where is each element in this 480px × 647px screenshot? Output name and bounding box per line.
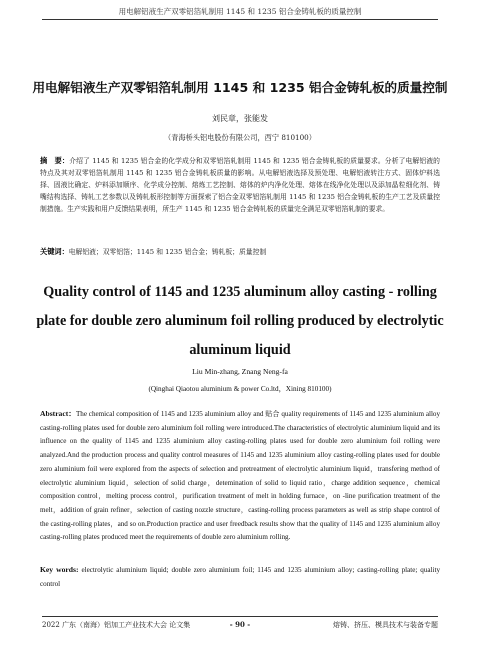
header-rule	[42, 19, 438, 20]
english-affiliation: (Qinghai Qiaotou aluminium & power Co.ltd，Xining 810100)	[148, 385, 332, 393]
chinese-abstract-text: 介绍了 1145 和 1235 铝合金的化学成分和双零铝箔轧制用 1145 和 1235 铝合金铸轧板的质量要求。分析了电解铝液的特点及其对双零铝箔轧制用 1145 和 1235 铝合金铸轧板质量的影响。从电解铝液选择及预处理、电解铝液转注方式、固体炉料选择、固液比确定、炉料添加顺序、化学成分控制、熔炼工艺控制、熔体的炉内净化处理、熔体在线净化处理以及添加晶粒细化剂、铸嘴结构选择、铸轧工艺参数以及铸轧板形控制等方面探索了铝合金双零铝箔轧制用 1145 和 1235 铝合金铸轧板的生产工艺及质量控制措施。生产实践和用户反馈结果表明，所生产 1145 和 1235 铝合金铸轧板的质量完全满足双零铝箔轧制的要求。	[40, 157, 440, 213]
english-abstract-label: Abstract：	[40, 409, 76, 418]
footer-rule	[42, 616, 438, 617]
chinese-title: 用电解铝液生产双零铝箔轧制用 1145 和 1235 铝合金铸轧板的质量控制	[32, 80, 448, 95]
chinese-abstract-label: 摘 要：	[40, 156, 70, 165]
english-title: Quality control of 1145 and 1235 aluminum alloy casting - rolling plate for double zero aluminum foil rolling produced by electrolytic aluminum liquid	[36, 284, 444, 358]
chinese-affiliation: （青海桥头铝电股份有限公司，西宁 810100）	[164, 133, 316, 142]
running-head: 用电解铝液生产双零铝箔轧制用 1145 和 1235 铝合金铸轧板的质量控制	[118, 7, 362, 16]
english-keywords	[40, 563, 440, 591]
chinese-abstract	[40, 155, 440, 215]
english-keywords-label: Key words:	[40, 565, 79, 574]
english-authors: Liu Min-zhang, Znang Neng-fa	[192, 367, 288, 376]
page-number: - 90 -	[229, 620, 251, 629]
chinese-keywords-text: 电解铝液；双零铝箔；1145 和 1235 铝合金；铸轧板；质量控制	[68, 248, 267, 256]
english-abstract-text: The chemical composition of 1145 and 1235 aluminium alloy and 贴合 quality requirements of 1145 and 1235 aluminium alloy casting-rolling plates used for double zero aluminium foil rolling were introduced.The characteristics of electrolytic aluminium liquid and its influence on the quality of 1145 and 1235 aluminium alloy casting-rolling plates used for double zero aluminium foil rolling were analyzed.And the production process and quality control measures of 1145 and 1235 aluminium alloy casting-rolling plates used for double zero aluminium foil were explored from the aspects of selection and pretreatment of electrolytic aluminium liquid，transfering method of electrolytic aluminium liquid，selection of solid charge，detemination of solid to liquid ratio，charge addition sequence，chemical composition control，melting process control，purification treatment of melt in holding furnace，on -line purification treatment of the melt，addition of grain refiner，selection of casting nozzle structure，casting-rolling process parameters as well as strip shape control of the casting-rolling plates，and so on.Production practice and user freedback results show that the quality of 1145 and 1235 aluminium alloy casting-rolling plates produced meet the requirements of double zero aluminium rolling.	[40, 410, 441, 542]
chinese-keywords-label: 关键词：	[40, 247, 69, 256]
footer-conference: 2022 广东（南海）铝加工产业技术大会 论文集	[42, 621, 191, 629]
chinese-authors: 刘民章，张能发	[212, 114, 268, 123]
english-keywords-text: electrolytic aluminium liquid; double zero aluminium foil; 1145 and 1235 aluminium alloy; casting-rolling plate; quality control	[40, 566, 440, 588]
chinese-keywords	[40, 246, 440, 257]
english-abstract	[40, 407, 440, 545]
footer-topic: 熔铸、挤压、模具技术与装备专题	[333, 621, 438, 629]
